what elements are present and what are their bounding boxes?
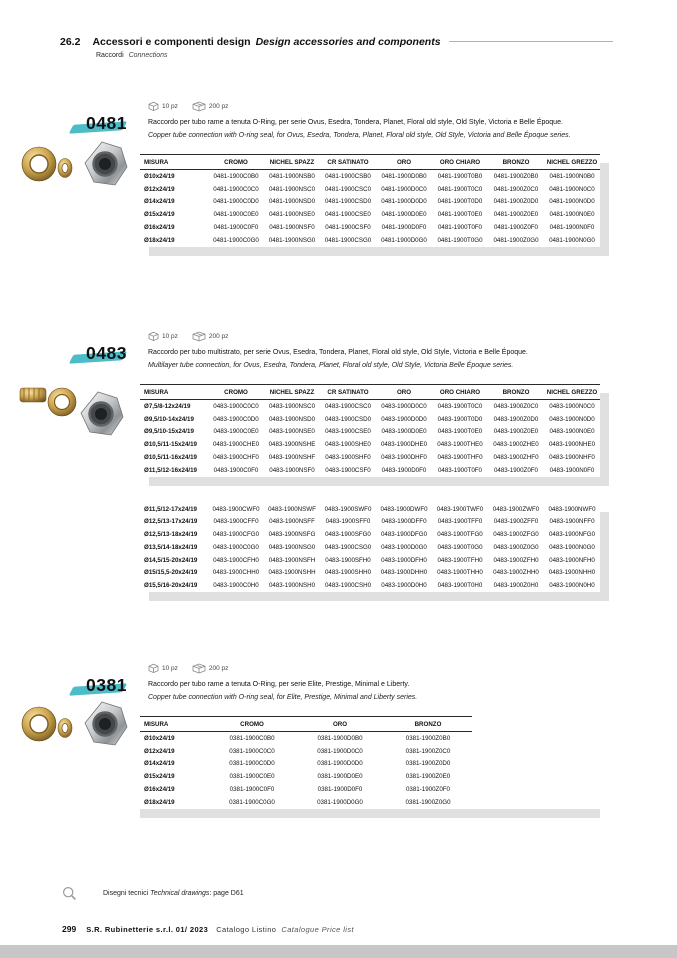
table-row <box>140 503 600 516</box>
code-cell: 0481-1900N0F0 <box>549 224 595 232</box>
code-cell: 0483-1900C0C0 <box>213 402 259 410</box>
code-cell: 0483-1900THE0 <box>437 441 483 449</box>
single-box-icon <box>148 331 159 342</box>
pack-small-label: 10 pz <box>162 102 178 110</box>
page-title-english: Design accessories and components <box>255 36 441 48</box>
product-section-0481 <box>0 100 677 247</box>
code-cell: 0483-1900C0G0 <box>213 543 259 551</box>
code-cell: 0483-1900TFF0 <box>437 518 483 526</box>
table-row <box>140 745 472 758</box>
code-cell: 0483-1900Z0C0 <box>493 402 539 410</box>
code-cell: 0483-1900THH0 <box>437 569 483 577</box>
product-code-block <box>86 675 127 696</box>
table-row <box>140 451 600 464</box>
product-table-0483-group1 <box>140 384 600 477</box>
code-cell: 0483-1900DHE0 <box>380 441 428 449</box>
code-cell: 0481-1900D0C0 <box>381 185 427 193</box>
column-header: ORO <box>376 385 432 400</box>
code-cell: 0483-1900DFH0 <box>381 556 427 564</box>
code-cell: 0481-1900C0B0 <box>213 172 259 180</box>
code-cell: 0481-1900D0E0 <box>381 211 427 219</box>
carton-box-icon <box>192 101 206 112</box>
code-cell: 0481-1900CSB0 <box>325 172 371 180</box>
drawings-english: Technical drawings <box>150 890 210 897</box>
code-cell: 0483-1900NSFF <box>269 518 315 526</box>
code-cell: 0481-1900T0B0 <box>437 172 483 180</box>
code-cell: 0483-1900NSHH <box>268 569 316 577</box>
code-cell: 0483-1900CSF0 <box>325 466 371 474</box>
code-cell: 0483-1900T0H0 <box>437 582 483 590</box>
packaging-row <box>148 662 677 674</box>
code-cell: 0381-1900C0D0 <box>229 760 275 768</box>
code-cell: 0483-1900TFH0 <box>437 556 483 564</box>
code-cell: 0483-1900CSC0 <box>324 402 372 410</box>
column-header: CR SATINATO <box>320 385 376 400</box>
code-cell: 0483-1900T0C0 <box>437 402 483 410</box>
code-cell: 0481-1900NSF0 <box>269 224 315 232</box>
code-cell: 0483-1900SFF0 <box>325 518 371 526</box>
table-row <box>140 541 600 554</box>
table-row <box>140 426 600 439</box>
table-row <box>140 208 600 221</box>
code-cell: 0481-1900NSC0 <box>268 185 316 193</box>
column-header: BRONZO <box>384 717 472 732</box>
code-cell: 0483-1900TFG0 <box>437 531 483 539</box>
table-row <box>140 413 600 426</box>
header-rule <box>449 41 613 42</box>
code-cell: 0481-1900N0C0 <box>549 185 595 193</box>
code-cell: 0481-1900Z0B0 <box>493 172 539 180</box>
codes-table <box>140 716 472 809</box>
title-row <box>60 36 613 48</box>
code-cell: 0483-1900SFG0 <box>325 531 371 539</box>
code-cell: 0483-1900T0D0 <box>437 415 483 423</box>
column-header: NICHEL GREZZO <box>544 385 600 400</box>
misura-cell: Ø14x24/19 <box>144 198 175 206</box>
code-cell: 0483-1900T0E0 <box>437 428 483 436</box>
misura-cell: Ø10,5/11-16x24/19 <box>144 454 197 462</box>
code-cell: 0483-1900NSFH <box>268 556 316 564</box>
code-cell: 0483-1900CSH0 <box>324 582 372 590</box>
code-cell: 0483-1900SFH0 <box>325 556 371 564</box>
product-section-0483 <box>0 330 677 592</box>
code-cell: 0481-1900NSB0 <box>269 172 315 180</box>
page-header <box>60 36 613 59</box>
pack-small-label: 10 pz <box>162 664 178 672</box>
product-code-block <box>86 343 127 364</box>
catalog-label-italian: Catalogo Listino <box>216 925 277 934</box>
code-cell: 0483-1900N0C0 <box>549 402 595 410</box>
code-cell: 0481-1900C0D0 <box>213 198 259 206</box>
product-section-0381 <box>0 662 677 809</box>
code-cell: 0481-1900C0E0 <box>213 211 259 219</box>
code-cell: 0483-1900NSG0 <box>268 543 316 551</box>
code-cell: 0483-1900NSE0 <box>269 428 315 436</box>
table-row <box>140 196 600 209</box>
drawings-page-ref: : page D61 <box>209 890 244 897</box>
misura-cell: Ø9,5/10-15x24/19 <box>144 428 194 436</box>
code-cell: 0381-1900D0C0 <box>317 747 363 755</box>
packaging-row <box>148 100 677 112</box>
code-cell: 0481-1900D0D0 <box>381 198 427 206</box>
code-cell: 0483-1900CWF0 <box>212 505 260 513</box>
code-cell: 0483-1900C0D0 <box>213 415 259 423</box>
code-cell: 0481-1900C0G0 <box>213 236 259 244</box>
table-row <box>140 170 600 183</box>
misura-cell: Ø10,5/11-15x24/19 <box>144 441 197 449</box>
misura-cell: Ø11,5/12-16x24/19 <box>144 466 197 474</box>
catalog-label-english: Catalogue Price list <box>281 925 354 934</box>
misura-cell: Ø14x24/19 <box>144 760 175 768</box>
codes-table <box>140 154 600 247</box>
code-cell: 0483-1900NFF0 <box>549 518 595 526</box>
single-box-icon <box>148 663 159 674</box>
table-row <box>140 464 600 477</box>
code-cell: 0381-1900C0F0 <box>229 786 275 794</box>
code-cell: 0483-1900ZFG0 <box>493 531 539 539</box>
code-cell: 0381-1900D0E0 <box>317 773 363 781</box>
code-cell: 0381-1900D0B0 <box>317 734 363 742</box>
code-cell: 0483-1900CFG0 <box>212 531 260 539</box>
code-cell: 0481-1900CSC0 <box>324 185 372 193</box>
code-cell: 0483-1900D0F0 <box>381 466 427 474</box>
column-header: CROMO <box>208 717 296 732</box>
code-cell: 0481-1900N0G0 <box>549 236 595 244</box>
table-row <box>140 758 472 771</box>
column-header: ORO <box>376 155 432 170</box>
carton-box-icon <box>192 663 206 674</box>
code-cell: 0483-1900C0E0 <box>213 428 259 436</box>
description-italian: Raccordo per tubo rame a tenuta O-Ring, per serie Elite, Prestige, Minimal e Liberty. <box>148 681 410 688</box>
code-cell: 0483-1900DHH0 <box>380 569 428 577</box>
misura-cell: Ø16x24/19 <box>144 224 175 232</box>
product-table-0381-wrap <box>140 716 600 809</box>
packaging-row <box>148 330 677 342</box>
misura-cell: Ø12,5/13-18x24/19 <box>144 531 198 539</box>
code-cell: 0483-1900D0C0 <box>381 402 427 410</box>
code-cell: 0481-1900T0F0 <box>437 224 483 232</box>
pack-large-label: 200 pz <box>208 664 229 672</box>
code-cell: 0483-1900D0E0 <box>381 428 427 436</box>
page-footer <box>62 924 354 934</box>
misura-cell: Ø18x24/19 <box>144 236 175 244</box>
codes-table <box>140 503 600 592</box>
table-row <box>140 515 600 528</box>
table-row <box>140 221 600 234</box>
code-cell: 0483-1900DFF0 <box>381 518 427 526</box>
column-header: BRONZO <box>488 385 544 400</box>
product-photo-fittings <box>18 380 134 440</box>
column-header: ORO CHIARO <box>432 385 488 400</box>
company-name: S.R. Rubinetterie s.r.l. 01/ 2023 <box>86 925 209 934</box>
misura-cell: Ø16x24/19 <box>144 786 175 794</box>
description-english: Copper tube connection with O-ring seal, for Ovus, Esedra, Tondera, Planet, Floral old style, Old Style, Victoria and Belle Époque series. <box>148 131 571 139</box>
code-cell: 0483-1900THF0 <box>437 454 483 462</box>
column-header: NICHEL SPAZZ <box>264 155 320 170</box>
pack-small-label: 10 pz <box>162 332 178 340</box>
single-box-icon <box>148 101 159 112</box>
misura-cell: Ø11,5/12-17x24/19 <box>144 505 197 513</box>
code-cell: 0483-1900CHF0 <box>213 454 259 462</box>
misura-cell: Ø15/15,5-20x24/19 <box>144 569 198 577</box>
table-row <box>140 567 600 580</box>
table-row <box>140 732 472 745</box>
column-header: ORO CHIARO <box>432 155 488 170</box>
code-cell: 0483-1900Z0H0 <box>493 582 539 590</box>
code-cell: 0483-1900CFH0 <box>213 556 259 564</box>
code-cell: 0483-1900NSH0 <box>268 582 316 590</box>
pack-large-label: 200 pz <box>208 102 229 110</box>
description-english: Copper tube connection with O-ring seal, for Elite, Prestige, Minimal and Liberty series. <box>148 693 418 701</box>
code-cell: 0481-1900C0C0 <box>213 185 259 193</box>
code-cell: 0483-1900CHH0 <box>212 569 260 577</box>
magnifier-icon <box>62 886 77 901</box>
code-cell: 0483-1900ZWF0 <box>492 505 540 513</box>
code-cell: 0483-1900CFF0 <box>213 518 259 526</box>
code-cell: 0483-1900TWF0 <box>436 505 484 513</box>
code-cell: 0481-1900T0G0 <box>437 236 483 244</box>
code-cell: 0483-1900NSHE <box>268 441 316 449</box>
code-cell: 0483-1900N0F0 <box>549 466 595 474</box>
misura-cell: Ø15x24/19 <box>144 773 175 781</box>
code-cell: 0481-1900CSE0 <box>325 211 371 219</box>
code-cell: 0483-1900NSFG <box>268 531 316 539</box>
column-header: ORO <box>296 717 384 732</box>
code-cell: 0483-1900ZFH0 <box>493 556 539 564</box>
code-cell: 0483-1900CSG0 <box>324 543 372 551</box>
code-cell: 0481-1900NSG0 <box>268 236 316 244</box>
code-cell: 0481-1900CSG0 <box>324 236 372 244</box>
code-cell: 0381-1900C0B0 <box>229 734 275 742</box>
code-cell: 0483-1900ZFF0 <box>493 518 539 526</box>
code-cell: 0381-1900D0D0 <box>317 760 363 768</box>
table-row <box>140 183 600 196</box>
code-cell: 0483-1900ZHH0 <box>493 569 539 577</box>
section-number: 26.2 <box>60 36 81 48</box>
code-cell: 0381-1900Z0C0 <box>405 747 451 755</box>
misura-cell: Ø12,5/13-17x24/19 <box>144 518 198 526</box>
code-cell: 0481-1900N0D0 <box>549 198 595 206</box>
code-cell: 0381-1900Z0F0 <box>405 786 451 794</box>
code-cell: 0381-1900Z0B0 <box>405 734 451 742</box>
product-code-block <box>86 113 127 134</box>
misura-cell: Ø14,5/15-20x24/19 <box>144 556 198 564</box>
column-header: CROMO <box>208 385 264 400</box>
code-cell: 0481-1900CSF0 <box>325 224 371 232</box>
code-cell: 0483-1900C0H0 <box>213 582 259 590</box>
misura-cell: Ø15,5/16-20x24/19 <box>144 582 198 590</box>
description-italian: Raccordo per tubo rame a tenuta O-Ring, per serie Ovus, Esedra, Tondera, Planet, Floral old style, Old Style, Victoria e Belle Époque. <box>148 119 563 126</box>
code-cell: 0483-1900NSC0 <box>268 402 316 410</box>
code-cell: 0381-1900Z0E0 <box>405 773 451 781</box>
code-cell: 0381-1900Z0G0 <box>405 798 451 806</box>
subtitle-english: Connections <box>128 52 168 59</box>
code-cell: 0483-1900C0F0 <box>213 466 259 474</box>
code-cell: 0481-1900T0E0 <box>437 211 483 219</box>
code-cell: 0381-1900C0E0 <box>229 773 275 781</box>
code-cell: 0483-1900T0G0 <box>437 543 483 551</box>
code-cell: 0481-1900D0B0 <box>381 172 427 180</box>
code-cell: 0481-1900CSD0 <box>324 198 372 206</box>
code-cell: 0381-1900Z0D0 <box>405 760 451 768</box>
code-cell: 0483-1900DHF0 <box>381 454 427 462</box>
code-cell: 0483-1900NHE0 <box>548 441 596 449</box>
code-cell: 0483-1900N0H0 <box>549 582 595 590</box>
code-cell: 0483-1900ZHF0 <box>493 454 539 462</box>
code-cell: 0483-1900NHH0 <box>548 569 596 577</box>
table-row <box>140 796 472 809</box>
misura-cell: Ø13,5/14-18x24/19 <box>144 543 198 551</box>
code-cell: 0481-1900T0C0 <box>437 185 483 193</box>
drawings-italian: Disegni tecnici <box>103 890 149 897</box>
code-cell: 0483-1900N0D0 <box>549 415 595 423</box>
code-cell: 0483-1900Z0F0 <box>493 466 539 474</box>
code-cell: 0483-1900D0H0 <box>381 582 427 590</box>
description-english: Multilayer tube connection, for Ovus, Esedra, Tondera, Planet, Floral old style, Old Style, Victoria Belle Époque series. <box>148 361 514 369</box>
code-cell: 0381-1900D0F0 <box>317 786 363 794</box>
table-row <box>140 554 600 567</box>
column-header: CR SATINATO <box>320 155 376 170</box>
code-cell: 0381-1900C0G0 <box>229 798 275 806</box>
code-cell: 0481-1900Z0E0 <box>493 211 539 219</box>
page-number: 299 <box>62 924 77 934</box>
column-header: MISURA <box>140 717 208 732</box>
product-code: 0483 <box>86 343 127 363</box>
table-row <box>140 770 472 783</box>
code-cell: 0481-1900Z0F0 <box>493 224 539 232</box>
table-row <box>140 528 600 541</box>
code-cell: 0483-1900Z0D0 <box>493 415 539 423</box>
code-cell: 0483-1900NSD0 <box>268 415 316 423</box>
subtitle-row <box>96 52 613 59</box>
code-cell: 0483-1900T0F0 <box>437 466 483 474</box>
description-italian: Raccordo per tubo multistrato, per serie Ovus, Esedra, Tondera, Planet, Floral old style, Old Style, Victoria e Belle Époque. <box>148 349 528 356</box>
table-row <box>140 234 600 247</box>
subtitle-italian: Raccordi <box>96 52 124 59</box>
misura-cell: Ø10x24/19 <box>144 172 175 180</box>
code-cell: 0481-1900T0D0 <box>437 198 483 206</box>
misura-cell: Ø9,5/10-14x24/19 <box>144 415 194 423</box>
code-cell: 0483-1900SHF0 <box>325 454 371 462</box>
code-cell: 0483-1900SHH0 <box>324 569 372 577</box>
code-cell: 0483-1900NSF0 <box>269 466 315 474</box>
column-header: MISURA <box>140 385 208 400</box>
pack-large-label: 200 pz <box>208 332 229 340</box>
code-cell: 0481-1900Z0D0 <box>493 198 539 206</box>
product-table-0483-group2 <box>140 503 600 592</box>
technical-drawings-note <box>62 886 244 901</box>
bottom-gray-strip <box>0 945 677 958</box>
code-cell: 0481-1900D0G0 <box>381 236 427 244</box>
code-cell: 0483-1900DFG0 <box>380 531 428 539</box>
code-cell: 0381-1900D0G0 <box>317 798 363 806</box>
column-header: NICHEL GREZZO <box>544 155 600 170</box>
code-cell: 0483-1900CSE0 <box>325 428 371 436</box>
table-row <box>140 579 600 592</box>
code-cell: 0483-1900SHE0 <box>325 441 371 449</box>
code-cell: 0483-1900Z0E0 <box>493 428 539 436</box>
codes-table <box>140 384 600 477</box>
table-row <box>140 400 600 413</box>
code-cell: 0481-1900C0F0 <box>213 224 259 232</box>
column-header: CROMO <box>208 155 264 170</box>
code-cell: 0483-1900SWF0 <box>324 505 372 513</box>
code-cell: 0483-1900ZHE0 <box>493 441 539 449</box>
misura-cell: Ø15x24/19 <box>144 211 175 219</box>
code-cell: 0481-1900D0F0 <box>381 224 427 232</box>
code-cell: 0483-1900CSD0 <box>324 415 372 423</box>
code-cell: 0483-1900NSHF <box>268 454 316 462</box>
code-cell: 0481-1900N0E0 <box>549 211 595 219</box>
code-cell: 0483-1900NHF0 <box>549 454 595 462</box>
column-header: MISURA <box>140 155 208 170</box>
table-row <box>140 783 472 796</box>
drawings-text <box>103 890 244 897</box>
table-row <box>140 438 600 451</box>
code-cell: 0483-1900DWF0 <box>380 505 428 513</box>
code-cell: 0481-1900NSD0 <box>268 198 316 206</box>
misura-cell: Ø10x24/19 <box>144 734 175 742</box>
page-title-italian: Accessori e componenti design <box>92 36 251 48</box>
code-cell: 0483-1900CHE0 <box>212 441 260 449</box>
product-table-0381 <box>140 716 472 809</box>
code-cell: 0481-1900Z0G0 <box>493 236 539 244</box>
column-header: NICHEL SPAZZ <box>264 385 320 400</box>
code-cell: 0481-1900Z0C0 <box>493 185 539 193</box>
product-photo-fittings <box>20 696 136 752</box>
code-cell: 0483-1900N0E0 <box>549 428 595 436</box>
misura-cell: Ø12x24/19 <box>144 747 175 755</box>
product-code: 0381 <box>86 675 127 695</box>
code-cell: 0483-1900NFH0 <box>549 556 595 564</box>
misura-cell: Ø18x24/19 <box>144 798 175 806</box>
code-cell: 0481-1900N0B0 <box>549 172 595 180</box>
carton-box-icon <box>192 331 206 342</box>
code-cell: 0483-1900D0D0 <box>381 415 427 423</box>
misura-cell: Ø7,5/8-12x24/19 <box>144 402 191 410</box>
code-cell: 0481-1900NSE0 <box>269 211 315 219</box>
column-header: BRONZO <box>488 155 544 170</box>
code-cell: 0483-1900NWF0 <box>548 505 596 513</box>
product-table-0481 <box>140 154 600 247</box>
product-photo-fittings <box>20 136 136 192</box>
code-cell: 0483-1900D0G0 <box>381 543 427 551</box>
product-code: 0481 <box>86 113 127 133</box>
code-cell: 0483-1900NSWF <box>268 505 316 513</box>
code-cell: 0483-1900NFG0 <box>548 531 596 539</box>
code-cell: 0483-1900Z0G0 <box>493 543 539 551</box>
code-cell: 0483-1900N0G0 <box>549 543 595 551</box>
code-cell: 0381-1900C0C0 <box>229 747 275 755</box>
misura-cell: Ø12x24/19 <box>144 185 175 193</box>
